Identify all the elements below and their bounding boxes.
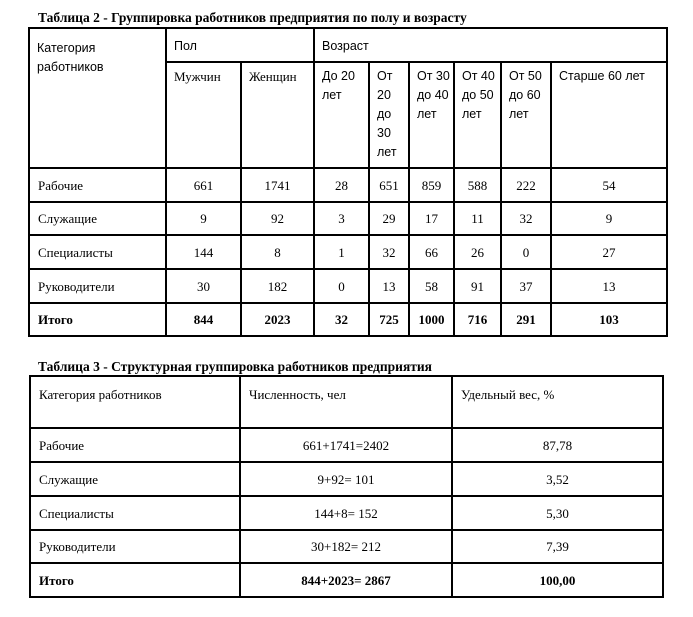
table-row <box>30 428 663 462</box>
cell-count: 844+2023= 2867 <box>240 563 452 597</box>
row-label: Рабочие <box>29 168 166 202</box>
cell-over-60: 13 <box>551 269 667 303</box>
table-row <box>29 168 667 202</box>
row-label: Служащие <box>30 462 240 496</box>
cell-women: 2023 <box>241 303 314 336</box>
total-row <box>30 563 663 597</box>
cell-count: 30+182= 212 <box>240 530 452 563</box>
cell-men: 9 <box>166 202 241 235</box>
table-row <box>29 202 667 235</box>
cell-over-60: 9 <box>551 202 667 235</box>
cell-20-30: 32 <box>369 235 409 269</box>
row-label: Специалисты <box>30 496 240 530</box>
cell-share: 100,00 <box>452 563 663 597</box>
cell-over-60: 54 <box>551 168 667 202</box>
row-label: Итого <box>30 563 240 597</box>
cell-women: 182 <box>241 269 314 303</box>
cell-30-40: 1000 <box>409 303 454 336</box>
header-women: Женщин <box>241 62 314 168</box>
cell-30-40: 66 <box>409 235 454 269</box>
header-age: Возраст <box>314 28 667 62</box>
cell-under-20: 1 <box>314 235 369 269</box>
total-row <box>29 303 667 336</box>
cell-share: 87,78 <box>452 428 663 462</box>
cell-men: 661 <box>166 168 241 202</box>
table-row <box>30 496 663 530</box>
header-20-30: От 20 до 30 лет <box>369 62 409 168</box>
cell-20-30: 29 <box>369 202 409 235</box>
cell-men: 844 <box>166 303 241 336</box>
table-row <box>30 530 663 563</box>
cell-20-30: 725 <box>369 303 409 336</box>
cell-men: 30 <box>166 269 241 303</box>
header-under-20: До 20 лет <box>314 62 369 168</box>
cell-women: 8 <box>241 235 314 269</box>
cell-women: 1741 <box>241 168 314 202</box>
cell-women: 92 <box>241 202 314 235</box>
cell-share: 3,52 <box>452 462 663 496</box>
cell-40-50: 588 <box>454 168 501 202</box>
table2-caption: Таблица 2 - Группировка работников предприятия по полу и возрасту <box>38 10 467 25</box>
header-share: Удельный вес, % <box>452 376 663 428</box>
cell-over-60: 27 <box>551 235 667 269</box>
cell-over-60: 103 <box>551 303 667 336</box>
cell-count: 661+1741=2402 <box>240 428 452 462</box>
table-row <box>29 269 667 303</box>
cell-50-60: 37 <box>501 269 551 303</box>
cell-20-30: 13 <box>369 269 409 303</box>
cell-50-60: 291 <box>501 303 551 336</box>
cell-40-50: 91 <box>454 269 501 303</box>
row-label: Итого <box>29 303 166 336</box>
header-count: Численность, чел <box>240 376 452 428</box>
header-50-60: От 50 до 60 лет <box>501 62 551 168</box>
row-label: Рабочие <box>30 428 240 462</box>
header-sex: Пол <box>166 28 314 62</box>
cell-under-20: 3 <box>314 202 369 235</box>
cell-count: 144+8= 152 <box>240 496 452 530</box>
cell-50-60: 222 <box>501 168 551 202</box>
cell-30-40: 17 <box>409 202 454 235</box>
row-label: Руководители <box>30 530 240 563</box>
header-40-50: От 40 до 50 лет <box>454 62 501 168</box>
cell-40-50: 26 <box>454 235 501 269</box>
cell-30-40: 859 <box>409 168 454 202</box>
table-row <box>30 462 663 496</box>
header-category: Категория работников <box>29 28 166 168</box>
table2-sex-age-grouping <box>28 27 668 337</box>
cell-share: 7,39 <box>452 530 663 563</box>
cell-40-50: 11 <box>454 202 501 235</box>
row-label: Служащие <box>29 202 166 235</box>
header-men: Мужчин <box>166 62 241 168</box>
header-category: Категория работников <box>30 376 240 428</box>
cell-under-20: 28 <box>314 168 369 202</box>
row-label: Руководители <box>29 269 166 303</box>
cell-20-30: 651 <box>369 168 409 202</box>
table3-caption: Таблица 3 - Структурная группировка работников предприятия <box>38 359 432 374</box>
cell-30-40: 58 <box>409 269 454 303</box>
cell-50-60: 32 <box>501 202 551 235</box>
table3-structural-grouping <box>29 375 664 598</box>
cell-share: 5,30 <box>452 496 663 530</box>
cell-men: 144 <box>166 235 241 269</box>
cell-count: 9+92= 101 <box>240 462 452 496</box>
row-label: Специалисты <box>29 235 166 269</box>
cell-50-60: 0 <box>501 235 551 269</box>
cell-40-50: 716 <box>454 303 501 336</box>
table-row <box>29 235 667 269</box>
header-over-60: Старше 60 лет <box>551 62 667 168</box>
header-30-40: От 30 до 40 лет <box>409 62 454 168</box>
cell-under-20: 0 <box>314 269 369 303</box>
cell-under-20: 32 <box>314 303 369 336</box>
